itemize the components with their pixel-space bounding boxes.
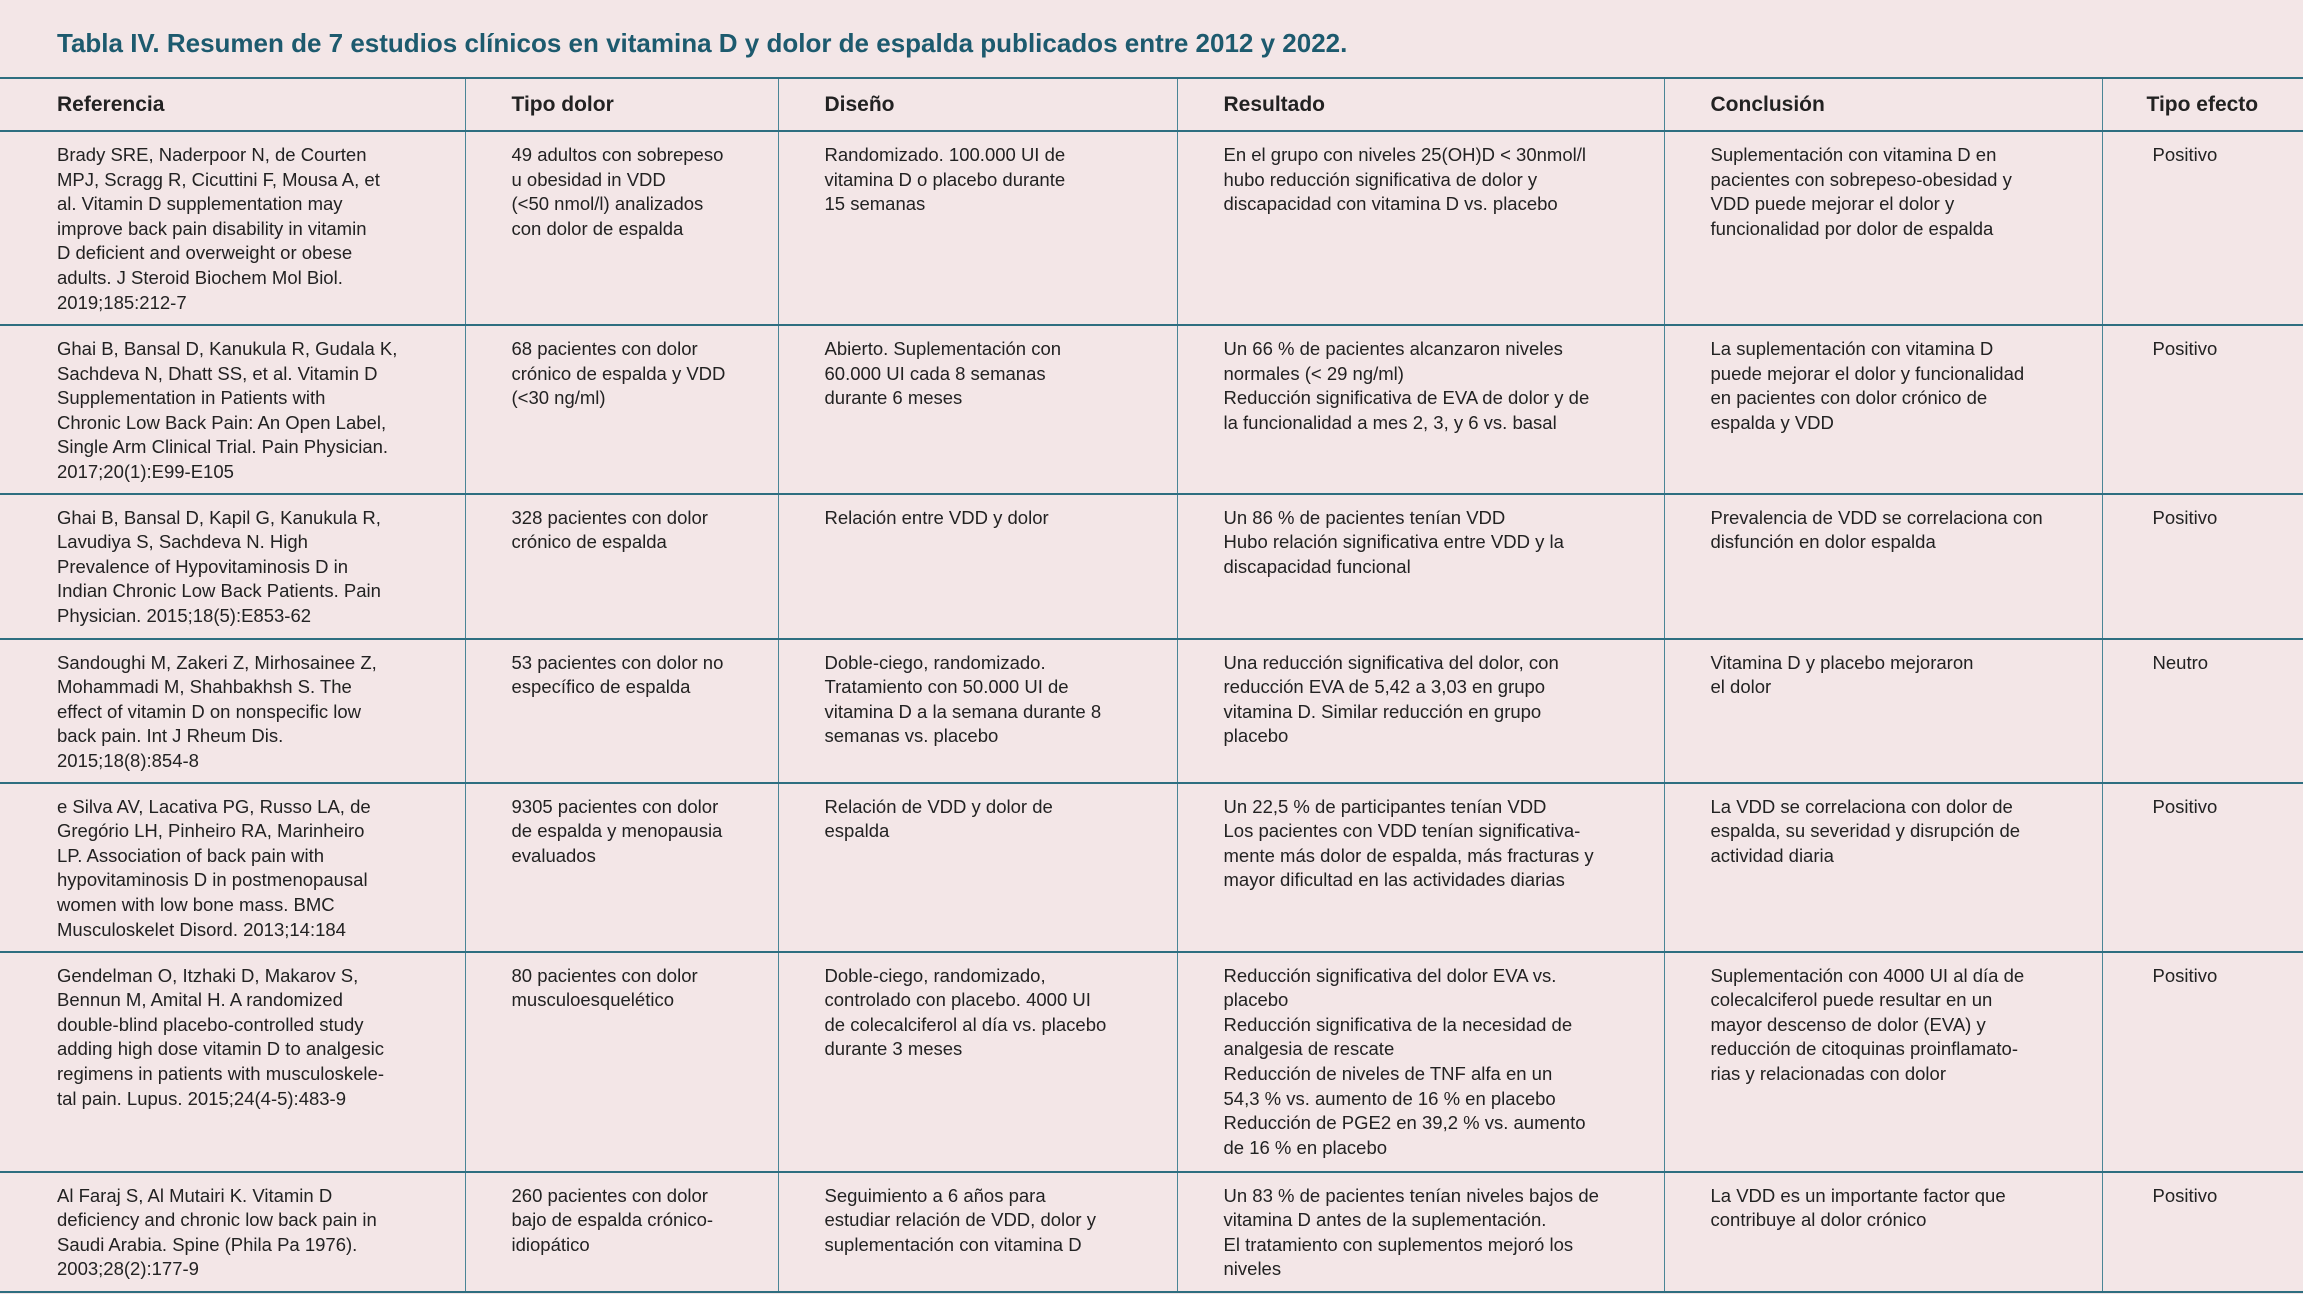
cell-resultado: Reducción significativa del dolor EVA vs. placebo Reducción significativa de la necesidad de analgesia de rescate Reducción de niveles de TNF alfa en un 54,3 % vs. aumento de 16 % en placebo Reducción de PGE2 en 39,2 % vs. aumento de 16 % en placebo — [1177, 952, 1664, 1172]
cell-referencia: Ghai B, Bansal D, Kanukula R, Gudala K, Sachdeva N, Dhatt SS, et al. Vitamin D Supplementation in Patients with Chronic Low Back Pain: An Open Label, Single Arm Clinical Trial. Pain Physician. 2017;20(1):E99-E105 — [0, 325, 465, 494]
table-row — [0, 325, 2303, 494]
header-tipo-dolor: Tipo dolor — [465, 78, 778, 131]
cell-tipo-dolor: 49 adultos con sobrepeso u obesidad in VDD (<50 nmol/l) analizados con dolor de espalda — [465, 131, 778, 325]
table-row — [0, 639, 2303, 783]
table-body — [0, 131, 2303, 1292]
cell-tipo-efecto: Positivo — [2102, 325, 2303, 494]
cell-tipo-dolor: 328 pacientes con dolor crónico de espalda — [465, 494, 778, 639]
cell-resultado: Un 66 % de pacientes alcanzaron niveles normales (< 29 ng/ml) Reducción significativa de EVA de dolor y de la funcionalidad a mes 2, 3, y 6 vs. basal — [1177, 325, 1664, 494]
cell-tipo-efecto: Positivo — [2102, 952, 2303, 1172]
cell-tipo-dolor: 80 pacientes con dolor musculoesquelético — [465, 952, 778, 1172]
table-row — [0, 494, 2303, 639]
cell-tipo-efecto: Positivo — [2102, 783, 2303, 952]
cell-conclusion: Vitamina D y placebo mejoraron el dolor — [1664, 639, 2102, 783]
cell-tipo-efecto: Positivo — [2102, 131, 2303, 325]
cell-conclusion: Prevalencia de VDD se correlaciona con disfunción en dolor espalda — [1664, 494, 2102, 639]
cell-conclusion: La VDD es un importante factor que contribuye al dolor crónico — [1664, 1172, 2102, 1292]
table-row — [0, 952, 2303, 1172]
cell-conclusion: La suplementación con vitamina D puede mejorar el dolor y funcionalidad en pacientes con dolor crónico de espalda y VDD — [1664, 325, 2102, 494]
header-diseno: Diseño — [778, 78, 1177, 131]
cell-referencia: Brady SRE, Naderpoor N, de Courten MPJ, Scragg R, Cicuttini F, Mousa A, et al. Vitamin D supplementation may improve back pain disability in vitamin D deficient and overweight or obese adults. J Steroid Biochem Mol Biol. 2019;185:212-7 — [0, 131, 465, 325]
cell-diseno: Randomizado. 100.000 UI de vitamina D o placebo durante 15 semanas — [778, 131, 1177, 325]
cell-resultado: Un 86 % de pacientes tenían VDD Hubo relación significativa entre VDD y la discapacidad funcional — [1177, 494, 1664, 639]
cell-referencia: Ghai B, Bansal D, Kapil G, Kanukula R, Lavudiya S, Sachdeva N. High Prevalence of Hypovitaminosis D in Indian Chronic Low Back Patients. Pain Physician. 2015;18(5):E853-62 — [0, 494, 465, 639]
cell-tipo-dolor: 260 pacientes con dolor bajo de espalda crónico- idiopático — [465, 1172, 778, 1292]
header-resultado: Resultado — [1177, 78, 1664, 131]
cell-referencia: e Silva AV, Lacativa PG, Russo LA, de Gregório LH, Pinheiro RA, Marinheiro LP. Association of back pain with hypovitaminosis D in postmenopausal women with low bone mass. BMC Musculoskelet Disord. 2013;14:184 — [0, 783, 465, 952]
cell-tipo-efecto: Positivo — [2102, 494, 2303, 639]
cell-diseno: Seguimiento a 6 años para estudiar relación de VDD, dolor y suplementación con vitamina D — [778, 1172, 1177, 1292]
table-row — [0, 783, 2303, 952]
header-conclusion: Conclusión — [1664, 78, 2102, 131]
header-row — [0, 78, 2303, 131]
cell-diseno: Abierto. Suplementación con 60.000 UI cada 8 semanas durante 6 meses — [778, 325, 1177, 494]
cell-diseno: Doble-ciego, randomizado. Tratamiento con 50.000 UI de vitamina D a la semana durante 8 semanas vs. placebo — [778, 639, 1177, 783]
cell-tipo-dolor: 53 pacientes con dolor no específico de espalda — [465, 639, 778, 783]
cell-tipo-efecto: Positivo — [2102, 1172, 2303, 1292]
cell-diseno: Doble-ciego, randomizado, controlado con placebo. 4000 UI de colecalciferol al día vs. placebo durante 3 meses — [778, 952, 1177, 1172]
cell-conclusion: La VDD se correlaciona con dolor de espalda, su severidad y disrupción de actividad diaria — [1664, 783, 2102, 952]
header-tipo-efecto: Tipo efecto — [2102, 78, 2303, 131]
studies-table — [0, 77, 2303, 1293]
header-referencia: Referencia — [0, 78, 465, 131]
cell-referencia: Sandoughi M, Zakeri Z, Mirhosainee Z, Mohammadi M, Shahbakhsh S. The effect of vitamin D on nonspecific low back pain. Int J Rheum Dis. 2015;18(8):854-8 — [0, 639, 465, 783]
cell-referencia: Al Faraj S, Al Mutairi K. Vitamin D deficiency and chronic low back pain in Saudi Arabia. Spine (Phila Pa 1976). 2003;28(2):177-9 — [0, 1172, 465, 1292]
table-row — [0, 1172, 2303, 1292]
cell-tipo-efecto: Neutro — [2102, 639, 2303, 783]
cell-resultado: Un 22,5 % de participantes tenían VDD Los pacientes con VDD tenían significativa- mente más dolor de espalda, más fracturas y mayor dificultad en las actividades diarias — [1177, 783, 1664, 952]
cell-tipo-dolor: 68 pacientes con dolor crónico de espalda y VDD (<30 ng/ml) — [465, 325, 778, 494]
cell-tipo-dolor: 9305 pacientes con dolor de espalda y menopausia evaluados — [465, 783, 778, 952]
cell-conclusion: Suplementación con 4000 UI al día de colecalciferol puede resultar en un mayor descenso de dolor (EVA) y reducción de citoquinas proinflamato- rias y relacionadas con dolor — [1664, 952, 2102, 1172]
table-row — [0, 131, 2303, 325]
cell-referencia: Gendelman O, Itzhaki D, Makarov S, Bennun M, Amital H. A randomized double-blind placebo-controlled study adding high dose vitamin D to analgesic regimens in patients with musculoskele- tal pain. Lupus. 2015;24(4-5):483-9 — [0, 952, 465, 1172]
cell-conclusion: Suplementación con vitamina D en pacientes con sobrepeso-obesidad y VDD puede mejorar el dolor y funcionalidad por dolor de espalda — [1664, 131, 2102, 325]
cell-diseno: Relación entre VDD y dolor — [778, 494, 1177, 639]
cell-resultado: Una reducción significativa del dolor, con reducción EVA de 5,42 a 3,03 en grupo vitamina D. Similar reducción en grupo placebo — [1177, 639, 1664, 783]
cell-resultado: Un 83 % de pacientes tenían niveles bajos de vitamina D antes de la suplementación. El tratamiento con suplementos mejoró los niveles — [1177, 1172, 1664, 1292]
cell-diseno: Relación de VDD y dolor de espalda — [778, 783, 1177, 952]
table-title: Tabla IV. Resumen de 7 estudios clínicos en vitamina D y dolor de espalda publicados entre 2012 y 2022. — [57, 28, 1348, 58]
cell-resultado: En el grupo con niveles 25(OH)D < 30nmol/l hubo reducción significativa de dolor y discapacidad con vitamina D vs. placebo — [1177, 131, 1664, 325]
table-header — [0, 78, 2303, 131]
